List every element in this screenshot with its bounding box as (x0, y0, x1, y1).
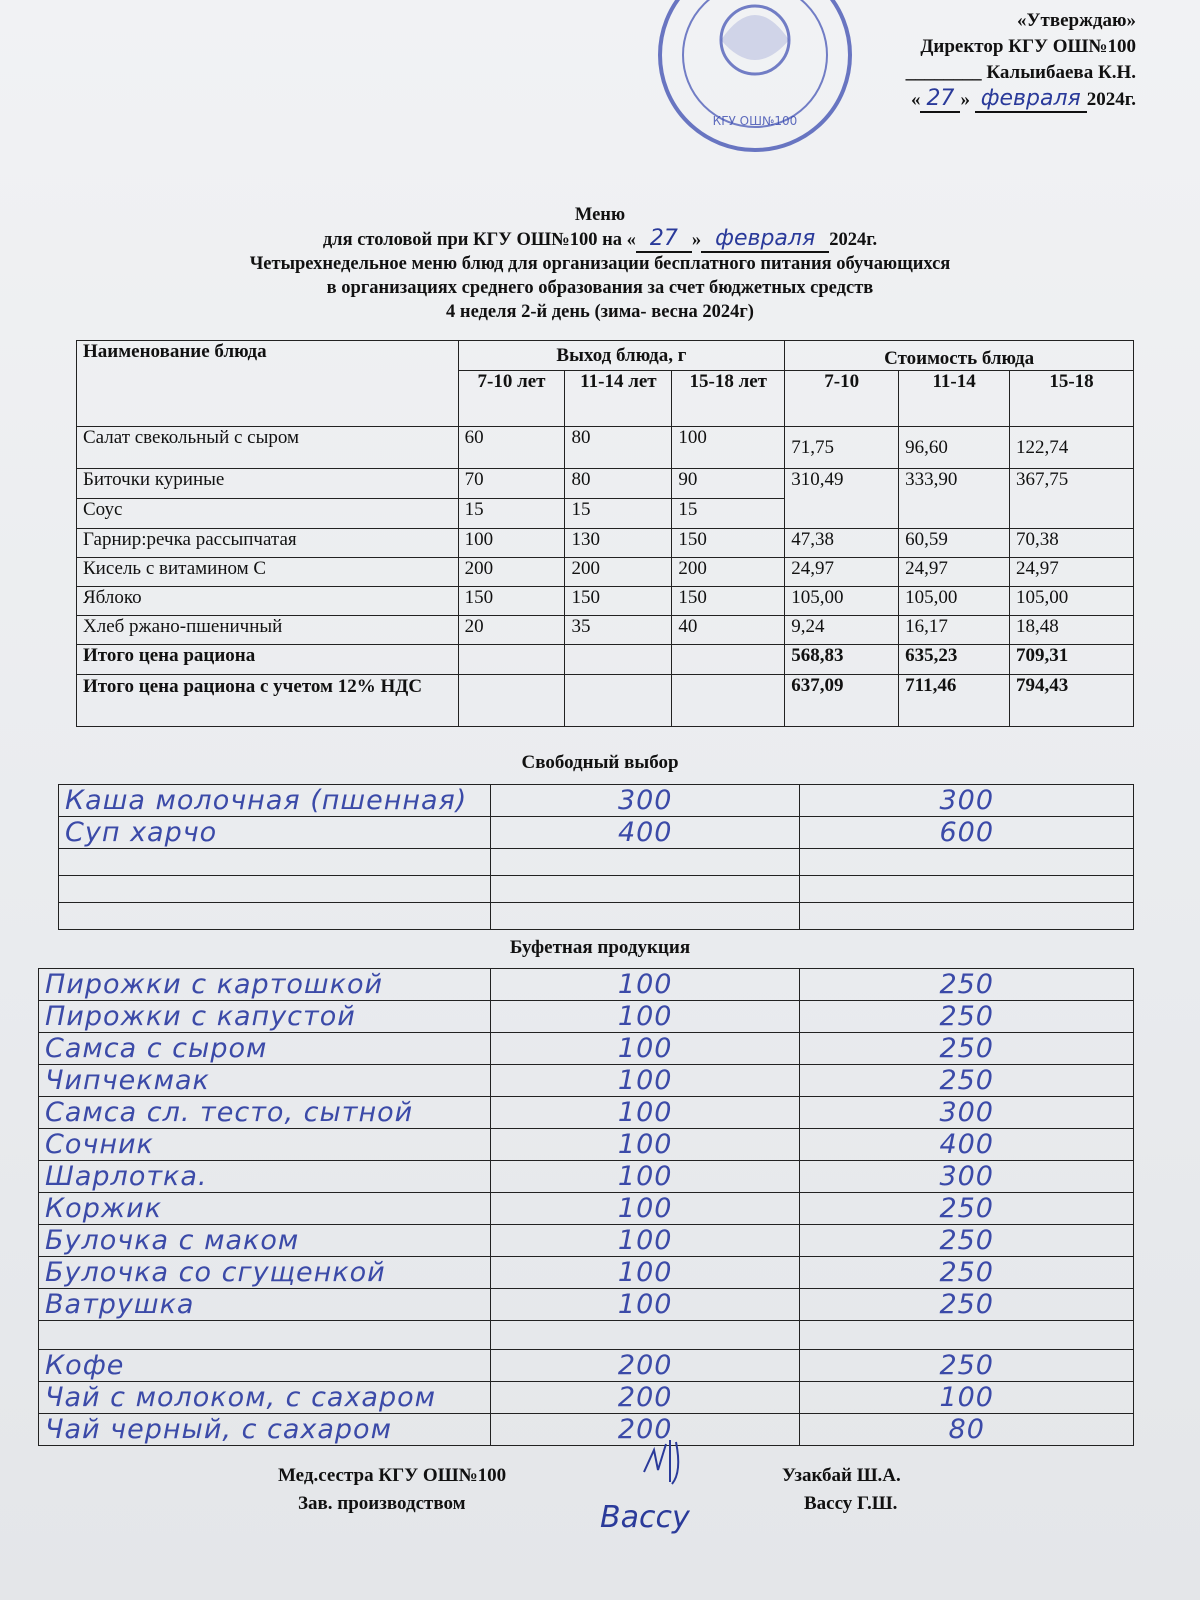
buffet-price: 80 (948, 1414, 985, 1445)
buffet-name: Чипчекмак (45, 1065, 210, 1096)
footer-names (782, 1462, 901, 1518)
table-row (59, 903, 1134, 930)
buffet-name: Пирожки с капустой (45, 1001, 356, 1032)
buffet-name: Коржик (45, 1193, 163, 1224)
buffet-name: Сочник (45, 1129, 154, 1160)
chef-name: Вассу Г.Ш. (804, 1493, 898, 1514)
menu-month: февраля (701, 226, 829, 253)
header-output: Выход блюда, г (458, 341, 785, 371)
header-cost-age-1: 7-10 (785, 371, 899, 427)
buffet-weight: 100 (617, 1161, 673, 1192)
buffet-name: Самса сл. тесто, сытной (45, 1097, 414, 1128)
menu-day: 27 (636, 226, 692, 253)
buffet-price: 250 (939, 1225, 994, 1256)
table-row (39, 1033, 1134, 1065)
buffet-weight: 200 (617, 1382, 673, 1413)
table-row: Гарнир:речка рассыпчатая 100 130 150 47,38 60,59 70,38 (77, 529, 1134, 558)
header-output-age-3: 15-18 лет (672, 371, 785, 427)
free-choice-table (58, 784, 1134, 930)
buffet-price: 250 (939, 1065, 994, 1096)
buffet-title: Буфетная продукция (509, 937, 691, 958)
buffet-weight: 100 (617, 1289, 673, 1320)
buffet-name: Пирожки с картошкой (45, 969, 384, 1000)
buffet-table (38, 968, 1134, 1446)
table-row (39, 1129, 1134, 1161)
table-row: Кисель с витамином С 200 200 200 24,97 24,97 24,97 (77, 558, 1134, 587)
approval-month: февраля (975, 86, 1087, 113)
free_choice-price: 600 (939, 817, 995, 848)
table-row (39, 1289, 1134, 1321)
approval-person: ________ Калыибаева К.Н. (905, 62, 1136, 83)
buffet-name: Булочка с маком (45, 1225, 300, 1256)
approval-block (906, 8, 1136, 113)
buffet-weight: 200 (617, 1350, 673, 1381)
table-row (39, 1382, 1134, 1414)
table-row (39, 1097, 1134, 1129)
chef-signature: Вассу (600, 1500, 690, 1535)
table-row (39, 1161, 1134, 1193)
buffet-weight: 100 (617, 1129, 673, 1160)
buffet-weight: 200 (617, 1414, 673, 1445)
header-output-age-2: 11-14 лет (565, 371, 672, 427)
approval-date: « 27 » февраля 2024г. (910, 86, 1136, 111)
menu-date-line: для столовой при КГУ ОШ№100 на « 27 » февраля 2024г. (322, 226, 878, 251)
table-row: Яблоко 150 150 150 105,00 105,00 105,00 (77, 587, 1134, 616)
buffet-weight: 100 (617, 1065, 673, 1096)
buffet-price: 300 (939, 1161, 994, 1192)
buffet-price: 250 (939, 1033, 994, 1064)
nurse-name: Узакбай Ш.А. (782, 1465, 901, 1486)
table-row: Биточки куриные 70 80 90 310,49 333,90 367,75 (77, 469, 1134, 499)
table-row (39, 1321, 1134, 1350)
buffet-price: 300 (939, 1097, 994, 1128)
table-row (59, 849, 1134, 876)
buffet-price: 400 (939, 1129, 994, 1160)
approval-position: Директор КГУ ОШ№100 (920, 36, 1136, 57)
buffet-weight: 100 (617, 1257, 673, 1288)
table-row: Хлеб ржано-пшеничный 20 35 40 9,24 16,17 18,48 (77, 616, 1134, 645)
table-row (59, 785, 1134, 817)
nurse-signature (636, 1432, 696, 1492)
menu-subtitle-1: Четырехнедельное меню блюд для организации бесплатного питания обучающихся (249, 254, 951, 274)
free-choice-title: Свободный выбор (521, 752, 679, 773)
seal-text: КГУ ОШ№100 (712, 114, 798, 128)
buffet-price: 250 (939, 969, 994, 1000)
table-row (39, 1193, 1134, 1225)
buffet-price: 250 (939, 1350, 994, 1381)
footer-roles (278, 1462, 506, 1518)
header-cost: Стоимость блюда (785, 341, 1134, 371)
buffet-weight: 100 (617, 1001, 673, 1032)
table-row (39, 1350, 1134, 1382)
free_choice-weight: 300 (617, 785, 673, 816)
buffet-price: 250 (939, 1257, 994, 1288)
buffet-name: Самса с сыром (45, 1033, 268, 1064)
buffet-name: Чай с молоком, с сахаром (45, 1382, 437, 1413)
table-row (39, 1257, 1134, 1289)
buffet-weight: 100 (617, 1033, 673, 1064)
header-cost-age-2: 11-14 (899, 371, 1010, 427)
buffet-price: 250 (939, 1193, 994, 1224)
buffet-price: 250 (939, 1289, 994, 1320)
menu-subtitle-2: в организациях среднего образования за счет бюджетных средств (326, 278, 874, 298)
nurse-role: Мед.сестра КГУ ОШ№100 (278, 1465, 507, 1486)
table-row (59, 876, 1134, 903)
total-vat-row: Итого цена рациона с учетом 12% НДС 637,09 711,46 794,43 (77, 675, 1134, 727)
main-menu-table (76, 340, 1134, 727)
approval-day: 27 (920, 86, 960, 113)
buffet-name: Ватрушка (45, 1289, 195, 1320)
buffet-name: Кофе (45, 1350, 125, 1381)
free_choice-name: Каша молочная (пшенная) (65, 785, 468, 816)
approval-title: «Утверждаю» (1017, 10, 1136, 31)
official-seal (655, 0, 855, 160)
buffet-weight: 100 (617, 1225, 673, 1256)
buffet-name: Чай черный, с сахаром (45, 1414, 392, 1445)
table-row (39, 1414, 1134, 1446)
buffet-weight: 100 (617, 1097, 673, 1128)
header-output-age-1: 7-10 лет (458, 371, 565, 427)
approval-year: 2024г. (1086, 89, 1136, 110)
table-row (39, 969, 1134, 1001)
table-row: Салат свекольный с сыром 60 80 100 71,75 96,60 122,74 (77, 427, 1134, 469)
buffet-name: Шарлотка. (45, 1161, 208, 1192)
menu-subtitle-3: 4 неделя 2-й день (зима- весна 2024г) (446, 302, 754, 322)
header-cost-age-3: 15-18 (1010, 371, 1134, 427)
buffet-weight: 100 (617, 1193, 673, 1224)
free_choice-price: 300 (939, 785, 995, 816)
buffet-name: Булочка со сгущенкой (45, 1257, 386, 1288)
header-dish-name: Наименование блюда (77, 341, 459, 427)
table-row (39, 1225, 1134, 1257)
table-row (39, 1065, 1134, 1097)
buffet-weight: 100 (617, 969, 673, 1000)
free_choice-weight: 400 (617, 817, 673, 848)
total-row: Итого цена рациона 568,83 635,23 709,31 (77, 645, 1134, 675)
free_choice-name: Суп харчо (65, 817, 218, 848)
menu-heading (60, 203, 1140, 324)
table-row (39, 1001, 1134, 1033)
table-row: Соус 15 15 15 (77, 499, 1134, 529)
buffet-price: 250 (939, 1001, 994, 1032)
menu-title: Меню (574, 205, 626, 225)
chef-role: Зав. производством (298, 1493, 466, 1514)
buffet-price: 100 (939, 1382, 994, 1413)
table-row (59, 817, 1134, 849)
